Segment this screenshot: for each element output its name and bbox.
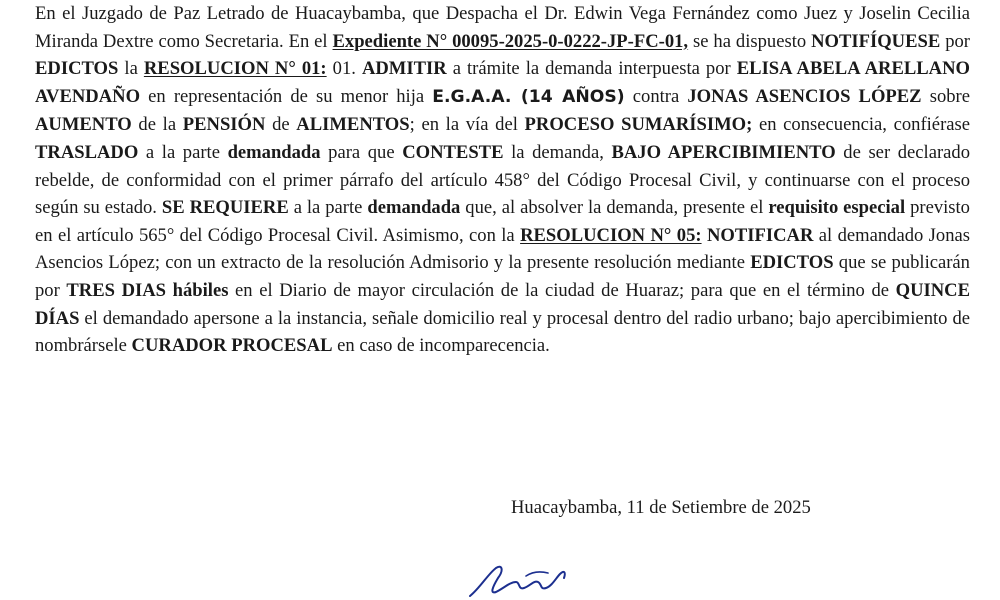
demandante-name: ELISA ABELA ARELLANO AVENDAÑO: [35, 58, 970, 107]
text: que se publicarán por: [35, 252, 970, 301]
edictos: EDICTOS: [35, 58, 119, 80]
text: a la parte: [138, 141, 228, 163]
text: por: [940, 30, 970, 52]
date-line: Huacaybamba, 11 de Setiembre de 2025: [511, 497, 811, 518]
tres-dias: TRES DIAS hábiles: [66, 279, 229, 301]
notificar: NOTIFICAR: [706, 224, 814, 246]
proceso-sumarisimo: PROCESO SUMARÍSIMO;: [524, 114, 753, 136]
text: en consecuencia, confiérase: [752, 114, 970, 136]
demandada: demandada: [367, 197, 461, 219]
handwritten-signature: [440, 560, 600, 600]
text: para que: [320, 141, 403, 163]
text: de ser declarado rebelde, de conformidad con el primer párrafo del artículo 458° del Código Procesal Civil, y continuarse con el proceso según su estado.: [35, 141, 970, 219]
menor-initials: E.G.A.A. (14 AÑOS): [432, 86, 625, 107]
text: sobre: [921, 85, 970, 107]
text: en el Diario de mayor circulación de la ciudad de Huaraz; para que en el término de: [228, 279, 896, 301]
conteste: CONTESTE: [402, 141, 504, 163]
text: previsto en el artículo 565° del Código Procesal Civil. Asimismo, con la: [35, 197, 970, 246]
se-requiere: SE REQUIERE: [161, 197, 289, 219]
quince-dias: QUINCE DÍAS: [35, 279, 971, 329]
resolucion-05: RESOLUCION N° 05:: [520, 224, 702, 246]
pension: PENSIÓN: [182, 114, 266, 136]
edictos: EDICTOS: [750, 252, 834, 274]
expediente-number: Expediente N° 00095-2025-0-0222-JP-FC-01,: [332, 30, 689, 52]
text: de: [265, 114, 297, 136]
notice-body: [35, 0, 970, 360]
text: de la: [131, 114, 183, 136]
text: en caso de incomparecencia.: [332, 335, 550, 357]
text: al demandado Jonas Asencios López; con un extracto de la resolución Admisorio y la presente resolución mediante: [35, 224, 971, 274]
aumento: AUMENTO: [35, 114, 132, 136]
resolucion-01: RESOLUCION N° 01:: [143, 58, 327, 80]
text: la demanda,: [503, 141, 612, 163]
demandado-name: JONAS ASENCIOS LÓPEZ: [687, 85, 922, 107]
bajo-apercibimiento: BAJO APERCIBIMIENTO: [611, 141, 836, 163]
notice-paragraph: [35, 0, 970, 360]
signature-flourish: [526, 572, 548, 576]
admitir: ADMITIR: [361, 58, 447, 80]
text: a la parte: [288, 197, 368, 219]
text: la: [118, 58, 144, 80]
alimentos: ALIMENTOS: [296, 114, 410, 136]
requisito-especial: requisito especial: [768, 197, 906, 219]
text: en representación de su menor hija: [140, 85, 433, 107]
traslado: TRASLADO: [35, 141, 139, 163]
demandada: demandada: [227, 141, 321, 163]
text: contra: [624, 85, 688, 107]
notifiquese: NOTIFÍQUESE: [811, 30, 941, 52]
text: que, al absolver la demanda, presente el: [460, 197, 769, 219]
text: En el Juzgado de Paz Letrado de Huacaybamba, que Despacha el Dr. Edwin Vega Fernández como Juez y Joselin Cecilia Miranda Dextre como Secretaria. En el: [35, 3, 970, 52]
text: ; en la vía del: [409, 114, 525, 136]
text: el demandado apersone a la instancia, señale domicilio real y procesal dentro del radio urbano; bajo apercibimiento de nombrársele: [35, 307, 970, 357]
text: a trámite la demanda interpuesta por: [446, 58, 737, 80]
text: se ha dispuesto: [688, 30, 812, 52]
curador-procesal: CURADOR PROCESAL: [131, 335, 333, 357]
signature-stroke: [470, 567, 565, 596]
text: 01.: [326, 58, 362, 80]
